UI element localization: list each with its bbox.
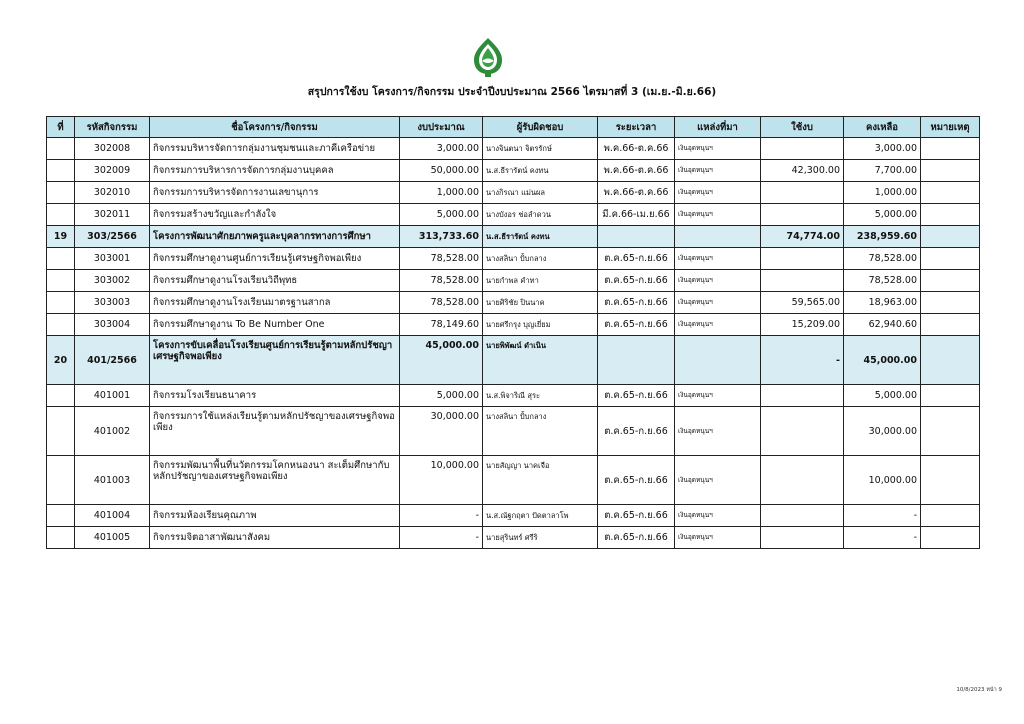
remaining-amount: 30,000.00 (844, 407, 921, 456)
header-used: ใช้งบ (761, 117, 844, 138)
responsible-person: นางกิรณา แม่นผล (483, 182, 598, 204)
table-row (47, 385, 980, 407)
page-title: สรุปการใช้งบ โครงการ/กิจกรรม ประจำปีงบประมาณ 2566 ไตรมาสที่ 3 (เม.ย.-มิ.ย.66) (307, 86, 717, 98)
table-row (47, 270, 980, 292)
funding-source (675, 226, 761, 248)
responsible-person: นายศรีกรุง บุญเยี่ยม (483, 314, 598, 336)
remark (921, 226, 980, 248)
budget-amount: 45,000.00 (400, 336, 483, 385)
activity-code: 401005 (75, 527, 150, 549)
period: ต.ค.65-ก.ย.66 (598, 270, 675, 292)
table-row (47, 182, 980, 204)
responsible-person: น.ส.ณัฐกฤตา ปัดตาลาโพ (483, 505, 598, 527)
header-remark: หมายเหตุ (921, 117, 980, 138)
budget-amount: 3,000.00 (400, 138, 483, 160)
remaining-amount: 78,528.00 (844, 248, 921, 270)
row-number (47, 505, 75, 527)
table-row (47, 138, 980, 160)
remark (921, 336, 980, 385)
responsible-person: น.ส.ธีรารัตน์ คงทน (483, 160, 598, 182)
funding-source (675, 336, 761, 385)
activity-code: 303003 (75, 292, 150, 314)
row-number: 19 (47, 226, 75, 248)
responsible-person: นายพิพัฒน์ ดำเนิน (483, 336, 598, 385)
used-amount (761, 138, 844, 160)
budget-amount: 1,000.00 (400, 182, 483, 204)
activity-name: กิจกรรมการบริหารการจัดการกลุ่มงานบุคคล (150, 160, 400, 182)
table-row (47, 204, 980, 226)
remaining-amount: 78,528.00 (844, 270, 921, 292)
header-remaining: คงเหลือ (844, 117, 921, 138)
remark (921, 385, 980, 407)
row-number (47, 204, 75, 226)
table-row (47, 292, 980, 314)
used-amount (761, 248, 844, 270)
used-amount (761, 456, 844, 505)
activity-name: กิจกรรมศึกษาดูงาน To Be Number One (150, 314, 400, 336)
funding-source: เงินอุดหนุนฯ (675, 527, 761, 549)
used-amount (761, 505, 844, 527)
period: ต.ค.65-ก.ย.66 (598, 314, 675, 336)
budget-amount: 78,528.00 (400, 292, 483, 314)
project-row (47, 336, 980, 385)
funding-source: เงินอุดหนุนฯ (675, 385, 761, 407)
activity-name: กิจกรรมศึกษาดูงานโรงเรียนมาตรฐานสากล (150, 292, 400, 314)
used-amount: 59,565.00 (761, 292, 844, 314)
school-logo-icon (470, 36, 506, 78)
remark (921, 314, 980, 336)
remaining-amount: 238,959.60 (844, 226, 921, 248)
table-row (47, 456, 980, 505)
used-amount (761, 204, 844, 226)
row-number (47, 160, 75, 182)
remaining-amount: 7,700.00 (844, 160, 921, 182)
used-amount (761, 182, 844, 204)
remaining-amount: 1,000.00 (844, 182, 921, 204)
activity-code: 303002 (75, 270, 150, 292)
header-budget: งบประมาณ (400, 117, 483, 138)
period: ต.ค.65-ก.ย.66 (598, 292, 675, 314)
funding-source: เงินอุดหนุนฯ (675, 314, 761, 336)
table-row (47, 527, 980, 549)
funding-source: เงินอุดหนุนฯ (675, 182, 761, 204)
activity-name: กิจกรรมห้องเรียนคุณภาพ (150, 505, 400, 527)
activity-code: 302008 (75, 138, 150, 160)
remark (921, 204, 980, 226)
funding-source: เงินอุดหนุนฯ (675, 292, 761, 314)
budget-amount: 10,000.00 (400, 456, 483, 505)
table-row (47, 314, 980, 336)
used-amount (761, 407, 844, 456)
row-number (47, 292, 75, 314)
remark (921, 270, 980, 292)
funding-source: เงินอุดหนุนฯ (675, 160, 761, 182)
period (598, 336, 675, 385)
funding-source: เงินอุดหนุนฯ (675, 138, 761, 160)
row-number (47, 248, 75, 270)
used-amount (761, 527, 844, 549)
activity-code: 401001 (75, 385, 150, 407)
activity-code: 302011 (75, 204, 150, 226)
row-number: 20 (47, 336, 75, 385)
remaining-amount: 3,000.00 (844, 138, 921, 160)
remark (921, 505, 980, 527)
used-amount: - (761, 336, 844, 385)
remark (921, 456, 980, 505)
header-period: ระยะเวลา (598, 117, 675, 138)
remark (921, 160, 980, 182)
activity-name: กิจกรรมบริหารจัดการกลุ่มงานชุมชนและภาคีเครือข่าย (150, 138, 400, 160)
row-number (47, 138, 75, 160)
table-row (47, 407, 980, 456)
activity-code: 401004 (75, 505, 150, 527)
activity-name: กิจกรรมศึกษาดูงานโรงเรียนวิถีพุทธ (150, 270, 400, 292)
period: พ.ค.66-ต.ค.66 (598, 182, 675, 204)
activity-code: 303001 (75, 248, 150, 270)
header-no: ที่ (47, 117, 75, 138)
funding-source: เงินอุดหนุนฯ (675, 270, 761, 292)
responsible-person: นายสัญญา นาคเจือ (483, 456, 598, 505)
used-amount: 42,300.00 (761, 160, 844, 182)
responsible-person: นางสลินา ปั้บกลาง (483, 248, 598, 270)
activity-name: กิจกรรมจิตอาสาพัฒนาสังคม (150, 527, 400, 549)
project-row (47, 226, 980, 248)
remaining-amount: 10,000.00 (844, 456, 921, 505)
period: ต.ค.65-ก.ย.66 (598, 505, 675, 527)
responsible-person: นางจินตนา จิตรรักษ์ (483, 138, 598, 160)
remaining-amount: 5,000.00 (844, 385, 921, 407)
activity-name: กิจกรรมการบริหารจัดการงานเลขานุการ (150, 182, 400, 204)
activity-name: โครงการขับเคลื่อนโรงเรียนศูนย์การเรียนรู้ตามหลักปรัชญาเศรษฐกิจพอเพียง (150, 336, 400, 385)
funding-source: เงินอุดหนุนฯ (675, 407, 761, 456)
budget-amount: - (400, 527, 483, 549)
activity-code: 401003 (75, 456, 150, 505)
responsible-person: น.ส.ธีรารัตน์ คงทน (483, 226, 598, 248)
activity-code: 302010 (75, 182, 150, 204)
table-row (47, 248, 980, 270)
remaining-amount: 45,000.00 (844, 336, 921, 385)
budget-amount: 78,149.60 (400, 314, 483, 336)
funding-source: เงินอุดหนุนฯ (675, 248, 761, 270)
header-responsible: ผู้รับผิดชอบ (483, 117, 598, 138)
header-name: ชื่อโครงการ/กิจกรรม (150, 117, 400, 138)
row-number (47, 182, 75, 204)
table-row (47, 505, 980, 527)
budget-amount: 78,528.00 (400, 270, 483, 292)
remaining-amount: 62,940.60 (844, 314, 921, 336)
row-number (47, 270, 75, 292)
period: ต.ค.65-ก.ย.66 (598, 248, 675, 270)
row-number (47, 527, 75, 549)
budget-amount: 78,528.00 (400, 248, 483, 270)
budget-amount: - (400, 505, 483, 527)
period: มี.ค.66-เม.ย.66 (598, 204, 675, 226)
period: ต.ค.65-ก.ย.66 (598, 385, 675, 407)
page-footer: 10/8/2023 หน้า 9 (956, 687, 1002, 693)
period: ต.ค.65-ก.ย.66 (598, 456, 675, 505)
budget-amount: 5,000.00 (400, 204, 483, 226)
funding-source: เงินอุดหนุนฯ (675, 456, 761, 505)
used-amount: 15,209.00 (761, 314, 844, 336)
budget-amount: 50,000.00 (400, 160, 483, 182)
header-source: แหล่งที่มา (675, 117, 761, 138)
period: ต.ค.65-ก.ย.66 (598, 527, 675, 549)
responsible-person: นายสุรินทร์ ศรีริ (483, 527, 598, 549)
remark (921, 527, 980, 549)
row-number (47, 314, 75, 336)
responsible-person: น.ส.พิจาริณี สุระ (483, 385, 598, 407)
activity-name: กิจกรรมโรงเรียนธนาคาร (150, 385, 400, 407)
row-number (47, 385, 75, 407)
funding-source: เงินอุดหนุนฯ (675, 204, 761, 226)
activity-name: กิจกรรมสร้างขวัญและกำลังใจ (150, 204, 400, 226)
period (598, 226, 675, 248)
used-amount (761, 270, 844, 292)
responsible-person: นางบังอร ช่อลำดวน (483, 204, 598, 226)
table-row (47, 160, 980, 182)
activity-name: กิจกรรมศึกษาดูงานศูนย์การเรียนรู้เศรษฐกิจพอเพียง (150, 248, 400, 270)
responsible-person: นายศิริชัย ปินนาค (483, 292, 598, 314)
used-amount (761, 385, 844, 407)
remark (921, 407, 980, 456)
period: พ.ค.66-ต.ค.66 (598, 160, 675, 182)
budget-amount: 30,000.00 (400, 407, 483, 456)
remaining-amount: - (844, 505, 921, 527)
budget-amount: 5,000.00 (400, 385, 483, 407)
budget-amount: 313,733.60 (400, 226, 483, 248)
remark (921, 292, 980, 314)
responsible-person: นางสลินา ปั้บกลาง (483, 407, 598, 456)
table-header-row (47, 117, 980, 138)
remark (921, 138, 980, 160)
remaining-amount: 5,000.00 (844, 204, 921, 226)
activity-name: กิจกรรมการใช้แหล่งเรียนรู้ตามหลักปรัชญาของเศรษฐกิจพอเพียง (150, 407, 400, 456)
budget-table (46, 116, 980, 549)
period: พ.ค.66-ต.ค.66 (598, 138, 675, 160)
remaining-amount: - (844, 527, 921, 549)
funding-source: เงินอุดหนุนฯ (675, 505, 761, 527)
used-amount: 74,774.00 (761, 226, 844, 248)
activity-code: 303/2566 (75, 226, 150, 248)
row-number (47, 407, 75, 456)
remark (921, 248, 980, 270)
row-number (47, 456, 75, 505)
activity-code: 302009 (75, 160, 150, 182)
activity-name: โครงการพัฒนาศักยภาพครูและบุคลากรทางการศึกษา (150, 226, 400, 248)
activity-code: 303004 (75, 314, 150, 336)
activity-code: 401002 (75, 407, 150, 456)
activity-name: กิจกรรมพัฒนาพื้นที่นวัตกรรมโคกหนองนา สะเต็มศึกษากับหลักปรัชญาของเศรษฐกิจพอเพียง (150, 456, 400, 505)
responsible-person: นายกำพล คำทา (483, 270, 598, 292)
activity-code: 401/2566 (75, 336, 150, 385)
remaining-amount: 18,963.00 (844, 292, 921, 314)
period: ต.ค.65-ก.ย.66 (598, 407, 675, 456)
header-code: รหัสกิจกรรม (75, 117, 150, 138)
remark (921, 182, 980, 204)
